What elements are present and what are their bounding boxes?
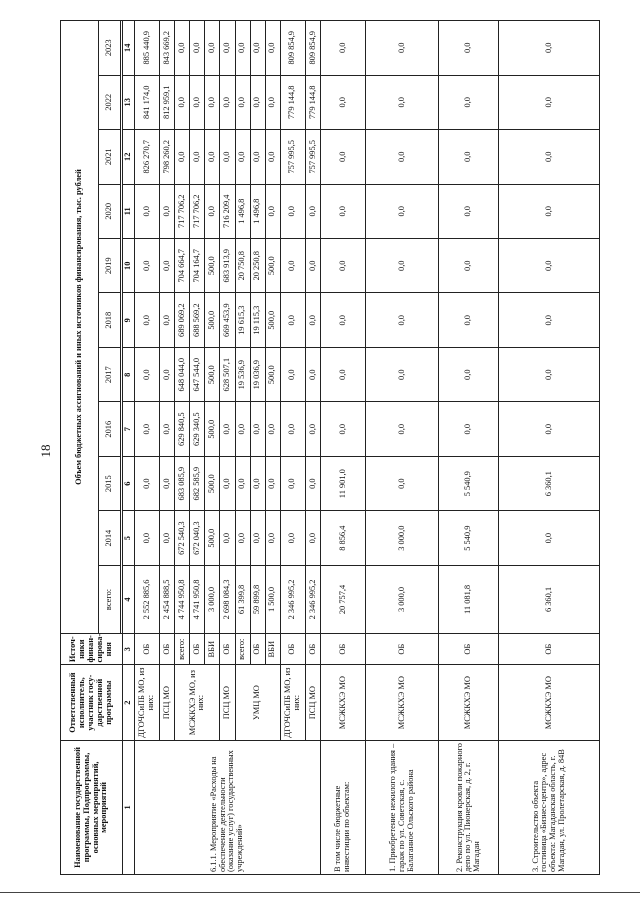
value-cell: 0,0 (265, 130, 280, 184)
value-cell: 0,0 (160, 402, 175, 456)
source-cell: ОБ (320, 634, 365, 665)
value-cell: 757 995,5 (280, 130, 305, 184)
col-number: 7 (123, 402, 135, 456)
value-cell: 704 164,7 (190, 239, 205, 293)
financing-table (60, 20, 600, 875)
source-cell: ВБИ (205, 634, 220, 665)
value-cell: 0,0 (175, 21, 190, 76)
value-cell: 4 741 950,8 (190, 565, 205, 633)
value-cell: 798 260,2 (160, 130, 175, 184)
value-cell: 0,0 (366, 21, 439, 76)
value-cell: 0,0 (499, 402, 600, 456)
responsible-cell: ДГОЧСиПБ МО, из них: (280, 665, 305, 740)
col-header-year: 2022 (99, 75, 121, 129)
source-cell: ОБ (250, 634, 265, 665)
value-cell: 0,0 (305, 293, 320, 347)
source-cell: всего: (235, 634, 250, 665)
value-cell: 0,0 (135, 347, 160, 401)
value-cell: 500,0 (265, 347, 280, 401)
value-cell: 672 540,3 (175, 511, 190, 565)
source-cell: ОБ (366, 634, 439, 665)
value-cell: 629 340,5 (190, 402, 205, 456)
value-cell: 8 856,4 (320, 511, 365, 565)
value-cell: 0,0 (320, 130, 365, 184)
value-cell: 0,0 (320, 239, 365, 293)
value-cell: 0,0 (205, 130, 220, 184)
value-cell: 5 540,9 (439, 456, 499, 510)
value-cell: 0,0 (265, 511, 280, 565)
value-cell: 0,0 (220, 75, 235, 129)
value-cell: 20 250,8 (250, 239, 265, 293)
object-name-cell: 1. Приобретение нежилого здания – гараж по ул. Советская, с. Балаганное Ольского района (366, 740, 439, 874)
table-body (135, 21, 600, 875)
value-cell: 841 174,0 (135, 75, 160, 129)
col-header-responsible: Ответственный исполнитель, участник госу-дарственной программы (61, 665, 123, 740)
responsible-cell: ПСЦ МО (305, 665, 320, 740)
value-cell: 0,0 (235, 511, 250, 565)
value-cell: 19 536,9 (235, 347, 250, 401)
value-cell: 11 901,0 (320, 456, 365, 510)
value-cell: 0,0 (305, 347, 320, 401)
responsible-cell: МСЖКХЭ МО (439, 665, 499, 740)
value-cell: 0,0 (220, 511, 235, 565)
col-number: 4 (123, 565, 135, 633)
source-cell: ОБ (160, 634, 175, 665)
value-cell: 1 500,0 (265, 565, 280, 633)
value-cell: 885 440,9 (135, 21, 160, 76)
value-cell: 812 959,1 (160, 75, 175, 129)
value-cell: 717 706,2 (190, 184, 205, 238)
value-cell: 0,0 (499, 75, 600, 129)
value-cell: 683 913,9 (220, 239, 235, 293)
source-cell: ОБ (220, 634, 235, 665)
value-cell: 0,0 (499, 347, 600, 401)
value-cell: 0,0 (366, 456, 439, 510)
value-cell: 0,0 (265, 402, 280, 456)
col-header-year: 2018 (99, 293, 121, 347)
value-cell: 0,0 (366, 184, 439, 238)
value-cell: 0,0 (265, 184, 280, 238)
responsible-cell: ПСЦ МО (160, 665, 175, 740)
value-cell: 0,0 (305, 184, 320, 238)
value-cell: 0,0 (305, 456, 320, 510)
col-header-year: 2016 (99, 402, 121, 456)
value-cell: 0,0 (220, 130, 235, 184)
value-cell: 0,0 (160, 293, 175, 347)
value-cell: 2 346 995,2 (280, 565, 305, 633)
value-cell: 669 453,9 (220, 293, 235, 347)
value-cell: 0,0 (439, 75, 499, 129)
col-header-year: 2021 (99, 130, 121, 184)
col-header-total: всего: (99, 565, 121, 633)
value-cell: 0,0 (205, 75, 220, 129)
value-cell: 648 044,0 (175, 347, 190, 401)
source-cell: ОБ (439, 634, 499, 665)
value-cell: 0,0 (235, 130, 250, 184)
col-header-year: 2023 (99, 21, 121, 76)
value-cell: 500,0 (265, 239, 280, 293)
value-cell: 3 000,0 (366, 511, 439, 565)
value-cell: 19 036,9 (250, 347, 265, 401)
value-cell: 0,0 (366, 293, 439, 347)
value-cell: 0,0 (320, 293, 365, 347)
value-cell: 0,0 (160, 239, 175, 293)
responsible-cell: МСЖКХЭ МО, из них: (175, 665, 220, 740)
value-cell: 0,0 (250, 130, 265, 184)
object-row (439, 21, 499, 875)
col-number: 2 (123, 665, 135, 740)
value-cell: 5 540,9 (439, 511, 499, 565)
value-cell: 0,0 (305, 239, 320, 293)
value-cell: 1 496,8 (250, 184, 265, 238)
value-cell: 0,0 (135, 402, 160, 456)
col-header-year: 2019 (99, 239, 121, 293)
value-cell: 500,0 (205, 511, 220, 565)
value-cell: 0,0 (366, 130, 439, 184)
value-cell: 0,0 (175, 130, 190, 184)
value-cell: 0,0 (439, 21, 499, 76)
object-row (499, 21, 600, 875)
value-cell: 0,0 (499, 511, 600, 565)
value-cell: 4 744 950,8 (175, 565, 190, 633)
source-cell: ОБ (190, 634, 205, 665)
value-cell: 0,0 (160, 456, 175, 510)
column-number-row (123, 21, 135, 875)
value-cell: 0,0 (280, 511, 305, 565)
value-cell: 0,0 (499, 293, 600, 347)
value-cell: 2 698 084,3 (220, 565, 235, 633)
object-name-cell: 2. Реконструкция кровли пожарного депо по ул. Пионерская, д. 2, г. Магадан (439, 740, 499, 874)
value-cell: 0,0 (499, 130, 600, 184)
value-cell: 0,0 (320, 75, 365, 129)
value-cell: 0,0 (160, 184, 175, 238)
responsible-cell: ПСЦ МО (220, 665, 235, 740)
value-cell: 0,0 (220, 402, 235, 456)
value-cell: 682 585,9 (190, 456, 205, 510)
value-cell: 0,0 (205, 184, 220, 238)
col-header-year: 2017 (99, 347, 121, 401)
responsible-cell: МСЖКХЭ МО (499, 665, 600, 740)
value-cell: 757 995,5 (305, 130, 320, 184)
value-cell: 0,0 (320, 402, 365, 456)
value-cell: 809 854,9 (305, 21, 320, 76)
value-cell: 0,0 (250, 75, 265, 129)
value-cell: 0,0 (135, 456, 160, 510)
value-cell: 0,0 (280, 239, 305, 293)
col-number: 13 (123, 75, 135, 129)
value-cell: 0,0 (265, 456, 280, 510)
value-cell: 0,0 (190, 21, 205, 76)
value-cell: 629 840,5 (175, 402, 190, 456)
col-number: 12 (123, 130, 135, 184)
value-cell: 500,0 (265, 293, 280, 347)
value-cell: 0,0 (265, 75, 280, 129)
object-row (366, 21, 439, 875)
value-cell: 716 209,4 (220, 184, 235, 238)
value-cell: 779 144,8 (280, 75, 305, 129)
col-header-year: 2020 (99, 184, 121, 238)
value-cell: 0,0 (280, 293, 305, 347)
col-number: 11 (123, 184, 135, 238)
value-cell: 0,0 (320, 347, 365, 401)
responsible-cell: МСЖКХЭ МО (320, 665, 365, 740)
value-cell: 61 399,8 (235, 565, 250, 633)
value-cell: 779 144,8 (305, 75, 320, 129)
value-cell: 0,0 (235, 456, 250, 510)
value-cell: 2 346 995,2 (305, 565, 320, 633)
value-cell: 0,0 (439, 293, 499, 347)
responsible-cell: МСЖКХЭ МО (366, 665, 439, 740)
col-header-source: Источ-ники финан-сирова-ния (61, 634, 123, 665)
value-cell: 0,0 (305, 402, 320, 456)
value-cell: 0,0 (439, 130, 499, 184)
value-cell: 1 496,8 (235, 184, 250, 238)
value-cell: 500,0 (205, 347, 220, 401)
col-number: 14 (123, 21, 135, 76)
source-cell: ОБ (499, 634, 600, 665)
measure-name-cell: 6.1.1. Мероприятие «Расходы на обеспечение деятельности (оказание услуг) государственных учреждений» (135, 740, 321, 874)
col-header-year: 2014 (99, 511, 121, 565)
col-number: 9 (123, 293, 135, 347)
source-cell: всего: (175, 634, 190, 665)
value-cell: 0,0 (135, 184, 160, 238)
value-cell: 19 115,3 (250, 293, 265, 347)
value-cell: 688 569,2 (190, 293, 205, 347)
value-cell: 0,0 (499, 184, 600, 238)
value-cell: 0,0 (280, 184, 305, 238)
value-cell: 826 270,7 (135, 130, 160, 184)
object-name-cell: В том числе бюджетные инвестиции по объектам: (320, 740, 365, 874)
value-cell: 628 507,1 (220, 347, 235, 401)
value-cell: 500,0 (205, 456, 220, 510)
value-cell: 6 360,1 (499, 565, 600, 633)
responsible-cell: ДГОЧСиПБ МО, из них: (135, 665, 160, 740)
value-cell: 0,0 (250, 21, 265, 76)
value-cell: 3 000,0 (366, 565, 439, 633)
source-cell: ВБИ (265, 634, 280, 665)
value-cell: 20 750,8 (235, 239, 250, 293)
value-cell: 0,0 (366, 347, 439, 401)
value-cell: 500,0 (205, 293, 220, 347)
source-cell: ОБ (280, 634, 305, 665)
value-cell: 0,0 (250, 402, 265, 456)
value-cell: 0,0 (205, 21, 220, 76)
value-cell: 0,0 (235, 402, 250, 456)
value-cell: 0,0 (439, 184, 499, 238)
value-cell: 0,0 (135, 293, 160, 347)
value-cell: 0,0 (320, 21, 365, 76)
value-cell: 689 069,2 (175, 293, 190, 347)
value-cell: 3 000,0 (205, 565, 220, 633)
source-cell: ОБ (305, 634, 320, 665)
value-cell: 19 615,3 (235, 293, 250, 347)
value-cell: 0,0 (265, 21, 280, 76)
value-cell: 0,0 (499, 21, 600, 76)
value-cell: 843 669,2 (160, 21, 175, 76)
col-number: 3 (123, 634, 135, 665)
value-cell: 20 757,4 (320, 565, 365, 633)
object-row (320, 21, 365, 875)
value-cell: 0,0 (320, 184, 365, 238)
col-header-volume: Объем бюджетных ассигнований и иных источников финансирования, тыс. рублей (61, 21, 99, 634)
value-cell: 683 085,9 (175, 456, 190, 510)
value-cell: 500,0 (205, 402, 220, 456)
value-cell: 0,0 (439, 239, 499, 293)
value-cell: 0,0 (190, 130, 205, 184)
page-number: 18 (38, 444, 53, 458)
value-cell: 0,0 (439, 347, 499, 401)
page-bottom-rule (0, 892, 640, 893)
value-cell: 0,0 (220, 21, 235, 76)
rotated-table-container (60, 20, 600, 875)
value-cell: 717 706,2 (175, 184, 190, 238)
value-cell: 0,0 (439, 402, 499, 456)
value-cell: 500,0 (205, 239, 220, 293)
responsible-cell: УМЦ МО (235, 665, 280, 740)
value-cell: 0,0 (175, 75, 190, 129)
col-header-year: 2015 (99, 456, 121, 510)
value-cell: 6 360,1 (499, 456, 600, 510)
value-cell: 0,0 (135, 511, 160, 565)
value-cell: 647 544,0 (190, 347, 205, 401)
value-cell: 809 854,9 (280, 21, 305, 76)
col-number: 5 (123, 511, 135, 565)
value-cell: 2 454 888,5 (160, 565, 175, 633)
table-row (135, 21, 160, 875)
col-number: 6 (123, 456, 135, 510)
col-number: 10 (123, 239, 135, 293)
value-cell: 0,0 (280, 347, 305, 401)
value-cell: 0,0 (305, 511, 320, 565)
value-cell: 0,0 (135, 239, 160, 293)
value-cell: 0,0 (220, 456, 235, 510)
value-cell: 0,0 (280, 456, 305, 510)
value-cell: 0,0 (160, 347, 175, 401)
value-cell: 2 552 885,6 (135, 565, 160, 633)
value-cell: 0,0 (499, 239, 600, 293)
value-cell: 0,0 (235, 75, 250, 129)
value-cell: 0,0 (280, 402, 305, 456)
value-cell: 59 899,8 (250, 565, 265, 633)
object-name-cell: 3. Строительство объекта гостиница «Бизнес-центр», адрес объекта: Магаданская область, г. Магадан, ул. Пролетарская, д. 84В (499, 740, 600, 874)
value-cell: 0,0 (190, 75, 205, 129)
value-cell: 672 040,3 (190, 511, 205, 565)
value-cell: 0,0 (366, 402, 439, 456)
value-cell: 0,0 (250, 456, 265, 510)
value-cell: 0,0 (250, 511, 265, 565)
source-cell: ОБ (135, 634, 160, 665)
value-cell: 0,0 (235, 21, 250, 76)
col-number: 8 (123, 347, 135, 401)
col-number: 1 (123, 740, 135, 874)
col-header-name: Наименование государственной программы, Подпрограммы, основных мероприятий, мероприятий (61, 740, 123, 874)
value-cell: 0,0 (160, 511, 175, 565)
value-cell: 0,0 (366, 75, 439, 129)
value-cell: 11 081,8 (439, 565, 499, 633)
value-cell: 704 664,7 (175, 239, 190, 293)
value-cell: 0,0 (366, 239, 439, 293)
